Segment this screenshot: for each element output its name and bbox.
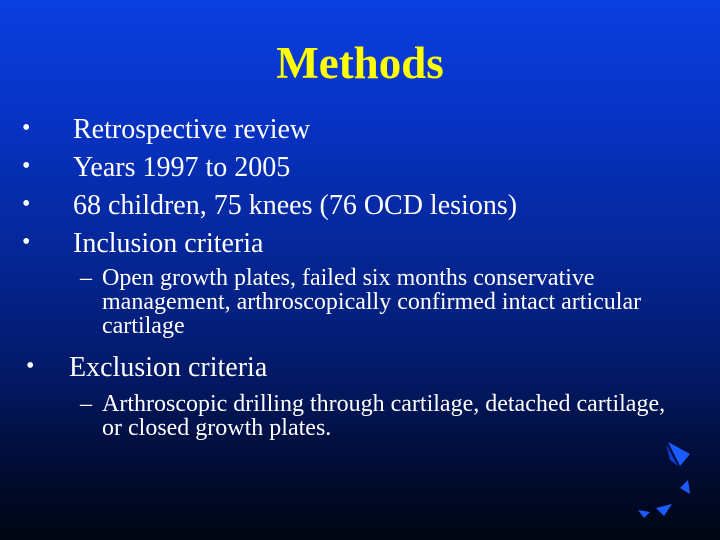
- inclusion-subitem-text: Open growth plates, failed six months conservative management, arthroscopically confirmed intact articular cartilage: [102, 265, 642, 339]
- slide-title: Methods: [276, 38, 444, 88]
- dash-marker: –: [80, 391, 92, 417]
- exclusion-subitem: [80, 392, 670, 440]
- bullet-dot: •: [26, 353, 35, 379]
- bullet-text: Years 1997 to 2005: [73, 152, 291, 183]
- bullet-dot: •: [22, 115, 31, 141]
- bullet-text: Retrospective review: [73, 114, 311, 145]
- bullet-dot: •: [22, 191, 31, 217]
- bullet-text: 68 children, 75 knees (76 OCD lesions): [73, 190, 518, 221]
- exclusion-label: Exclusion criteria: [69, 352, 268, 383]
- bullet-dot: •: [22, 153, 31, 179]
- bullet-dot: •: [22, 229, 31, 255]
- inclusion-subitem: [80, 266, 680, 338]
- dash-marker: –: [80, 265, 92, 291]
- bullet-text: Inclusion criteria: [73, 228, 264, 259]
- blue-triangle-logo-icon: [628, 432, 698, 522]
- exclusion-subitem-text: Arthroscopic drilling through cartilage, detached cartilage, or closed growth plates.: [102, 391, 666, 441]
